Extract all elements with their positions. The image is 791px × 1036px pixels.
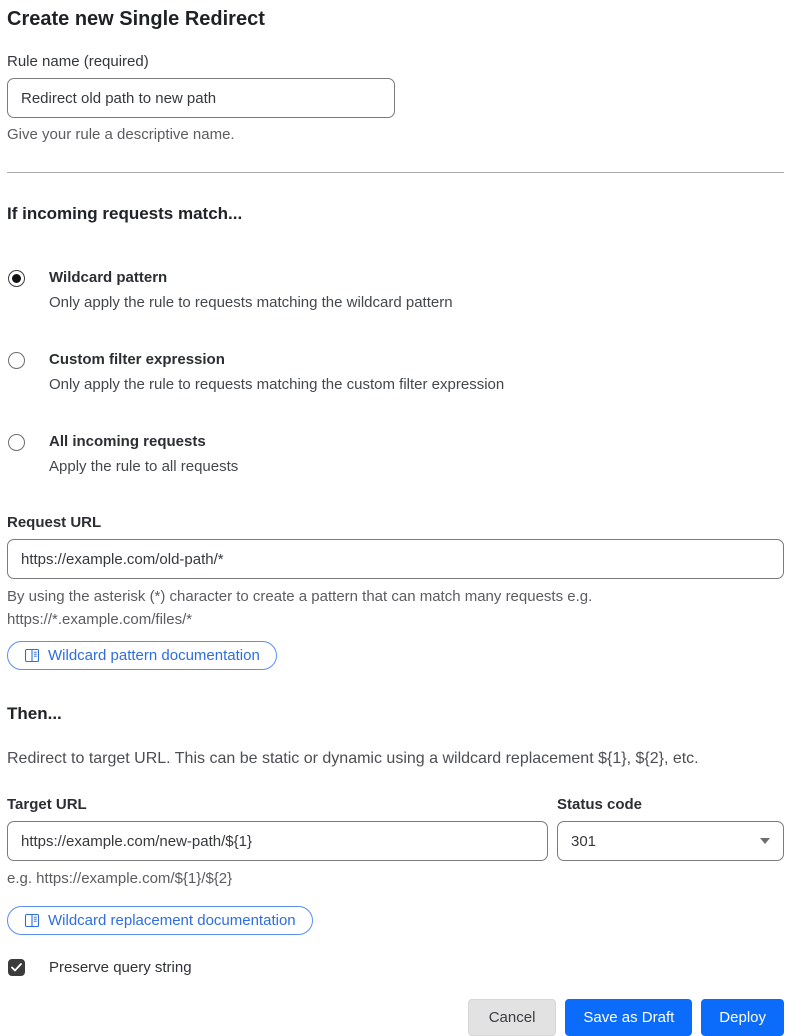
radio-button-icon[interactable] [8, 434, 25, 451]
checkbox-checked-icon[interactable] [8, 959, 25, 976]
section-divider [7, 172, 784, 173]
radio-option-all-requests[interactable] [7, 432, 784, 477]
preserve-query-row[interactable] [7, 959, 784, 976]
request-url-help-line2: https://*.example.com/files/* [7, 611, 193, 628]
chevron-down-icon [760, 838, 770, 844]
radio-option-wildcard-pattern[interactable] [7, 268, 784, 313]
target-url-help: e.g. https://example.com/${1}/${2} [7, 870, 233, 887]
wildcard-replacement-docs-button[interactable] [7, 906, 313, 935]
then-section-description: Redirect to target URL. This can be static or dynamic using a wildcard replacement ${1}, ${2}, etc. [7, 750, 699, 767]
radio-option-custom-filter[interactable] [7, 350, 784, 395]
radio-label: Wildcard pattern [49, 269, 168, 286]
match-section-heading: If incoming requests match... [7, 204, 243, 223]
cancel-button[interactable]: Cancel [468, 999, 557, 1036]
rule-name-help: Give your rule a descriptive name. [7, 126, 235, 143]
open-book-icon [24, 648, 40, 663]
target-url-input[interactable] [7, 821, 548, 861]
request-url-label: Request URL [7, 514, 102, 531]
open-book-icon [24, 913, 40, 928]
status-code-label: Status code [557, 796, 643, 813]
target-url-label: Target URL [7, 796, 87, 813]
status-code-value: 301 [571, 832, 597, 850]
doc-button-label: Wildcard replacement documentation [48, 912, 296, 929]
then-section-heading: Then... [7, 704, 62, 723]
preserve-query-label: Preserve query string [49, 959, 192, 976]
radio-button-icon[interactable] [8, 352, 25, 369]
radio-button-icon[interactable] [8, 270, 25, 287]
wildcard-pattern-docs-button[interactable] [7, 641, 277, 670]
rule-name-input[interactable] [7, 78, 395, 118]
status-code-select[interactable] [557, 821, 784, 861]
rule-name-label: Rule name (required) [7, 53, 149, 70]
doc-button-label: Wildcard pattern documentation [48, 647, 260, 664]
request-url-input[interactable] [7, 539, 784, 579]
radio-description: Apply the rule to all requests [49, 458, 239, 475]
save-as-draft-button[interactable]: Save as Draft [565, 999, 692, 1036]
request-url-help-line1: By using the asterisk (*) character to create a pattern that can match many requests e.g. [7, 588, 593, 605]
radio-description: Only apply the rule to requests matching the wildcard pattern [49, 294, 453, 311]
radio-label: Custom filter expression [49, 351, 225, 368]
radio-label: All incoming requests [49, 433, 206, 450]
radio-description: Only apply the rule to requests matching the custom filter expression [49, 376, 505, 393]
page-title: Create new Single Redirect [7, 8, 265, 30]
deploy-button[interactable]: Deploy [701, 999, 784, 1036]
